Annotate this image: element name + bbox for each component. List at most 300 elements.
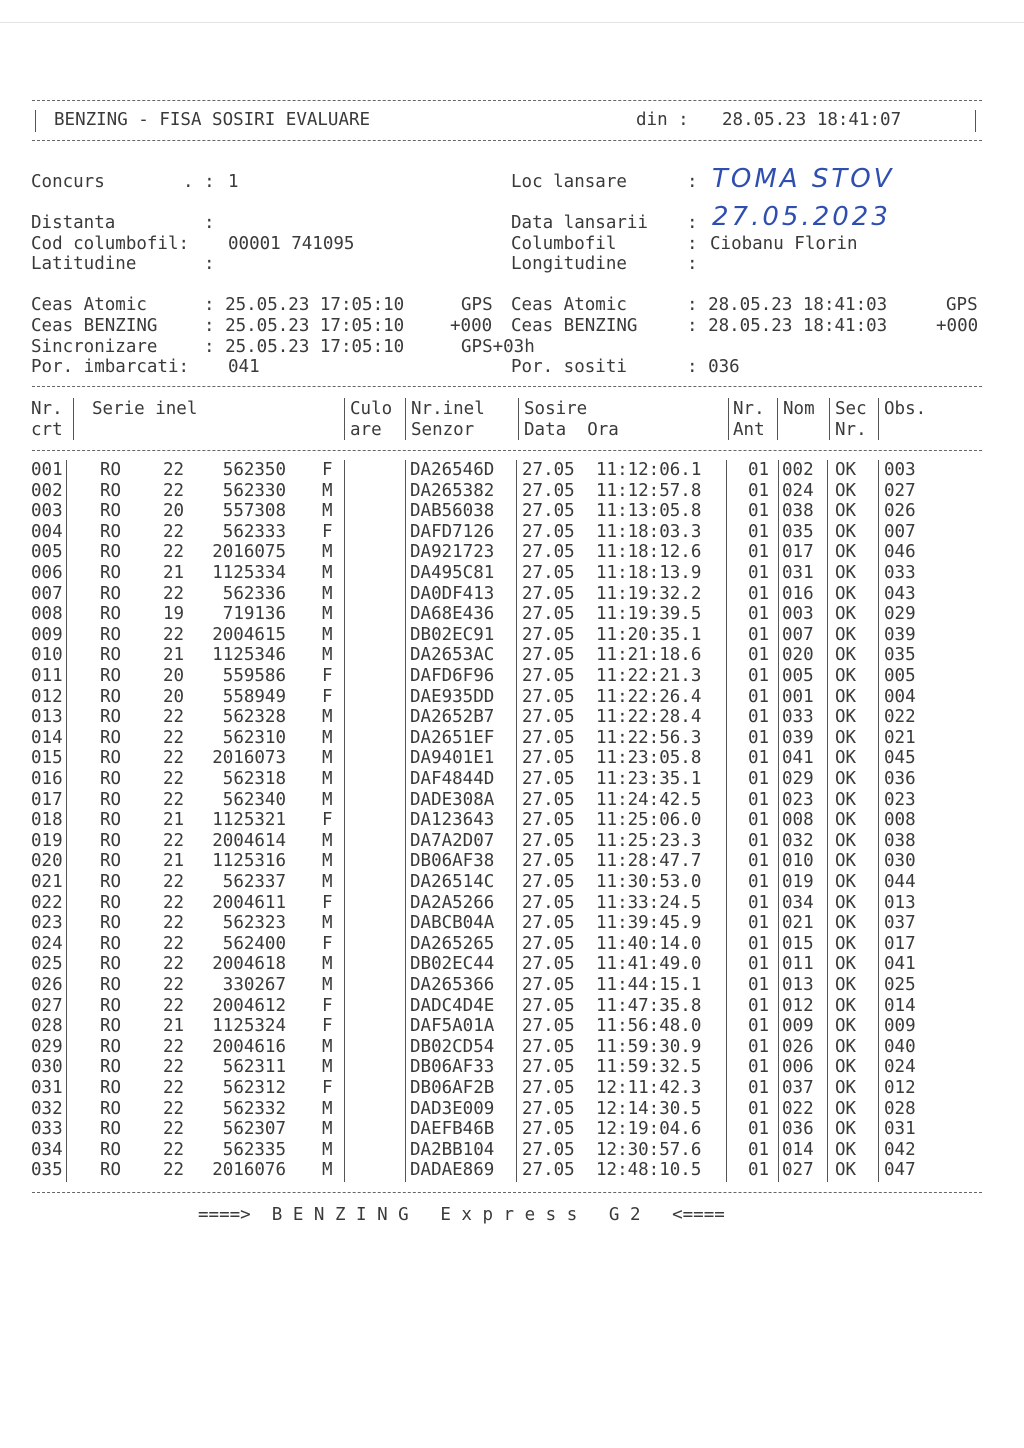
table-row bbox=[0, 460, 1024, 481]
cell-sec: OK bbox=[835, 501, 857, 522]
cell-antenna: 01 bbox=[748, 1016, 770, 1037]
cell-arrival-date: 27.05 bbox=[522, 1016, 575, 1037]
cell-sex: M bbox=[322, 583, 333, 604]
cell-year: 22 bbox=[163, 892, 185, 913]
cell-sex: M bbox=[322, 707, 333, 728]
cell-antenna: 01 bbox=[748, 810, 770, 831]
right-ceas-benzing-label: Ceas BENZING bbox=[511, 316, 638, 336]
cell-arrival-date: 27.05 bbox=[522, 707, 575, 728]
cell-sensor-id: DABCB04A bbox=[410, 913, 495, 934]
table-row bbox=[0, 831, 1024, 852]
cell-obs: 008 bbox=[884, 810, 916, 831]
cell-sex: M bbox=[322, 542, 333, 563]
col-sec-line2: Nr. bbox=[835, 420, 867, 440]
cell-sex: M bbox=[322, 1160, 333, 1181]
cod-columbofil-label: Cod columbofil: bbox=[31, 234, 190, 254]
cell-obs: 012 bbox=[884, 1078, 916, 1098]
cell-arrival-time: 12:14:30.5 bbox=[596, 1098, 702, 1119]
col-nr-line1: Nr. bbox=[31, 399, 63, 419]
cell-nr-crt: 017 bbox=[31, 789, 63, 810]
concurs-value: 1 bbox=[228, 172, 239, 192]
cell-sec: OK bbox=[835, 810, 857, 831]
cell-nom: 001 bbox=[782, 686, 814, 707]
distanta-sep: : bbox=[204, 213, 215, 233]
cell-country: RO bbox=[100, 727, 122, 748]
hdr-sep-3 bbox=[405, 398, 406, 440]
cell-year: 22 bbox=[163, 954, 185, 975]
cell-ring-number: 562400 bbox=[222, 933, 286, 954]
cell-ring-number: 562318 bbox=[222, 769, 286, 789]
cell-antenna: 01 bbox=[748, 624, 770, 645]
cell-country: RO bbox=[100, 872, 122, 892]
cell-year: 21 bbox=[163, 563, 185, 583]
body-sep-2 bbox=[344, 460, 345, 1182]
cell-arrival-time: 11:19:32.2 bbox=[596, 583, 702, 604]
cell-nom: 015 bbox=[782, 933, 814, 954]
cell-year: 22 bbox=[163, 1119, 185, 1140]
cell-antenna: 01 bbox=[748, 666, 770, 686]
cell-ring-number: 2016075 bbox=[212, 542, 286, 563]
cell-country: RO bbox=[100, 810, 122, 831]
cell-sensor-id: DADAE869 bbox=[410, 1160, 495, 1181]
cell-arrival-date: 27.05 bbox=[522, 583, 575, 604]
cell-obs: 025 bbox=[884, 975, 916, 995]
cell-arrival-time: 11:12:06.1 bbox=[596, 460, 702, 480]
cell-ring-number: 1125346 bbox=[212, 645, 286, 666]
cell-nr-crt: 008 bbox=[31, 604, 63, 625]
cell-year: 20 bbox=[163, 686, 185, 707]
cell-sex: M bbox=[322, 975, 333, 995]
cell-sec: OK bbox=[835, 851, 857, 872]
cell-nr-crt: 014 bbox=[31, 727, 63, 748]
cell-sex: M bbox=[322, 563, 333, 583]
cell-arrival-time: 11:59:32.5 bbox=[596, 1057, 702, 1078]
cell-year: 22 bbox=[163, 583, 185, 604]
cell-sec: OK bbox=[835, 1119, 857, 1140]
por-imbarcati-value: 041 bbox=[228, 357, 260, 377]
cell-sec: OK bbox=[835, 645, 857, 666]
cell-sensor-id: DA7A2D07 bbox=[410, 830, 495, 851]
table-row bbox=[0, 707, 1024, 728]
cell-sensor-id: DA2BB104 bbox=[410, 1139, 495, 1160]
col-culoare-line2: are bbox=[350, 420, 382, 440]
cell-obs: 038 bbox=[884, 830, 916, 851]
table-row bbox=[0, 790, 1024, 811]
cell-arrival-time: 11:18:12.6 bbox=[596, 542, 702, 563]
cell-arrival-date: 27.05 bbox=[522, 686, 575, 707]
cell-ring-number: 719136 bbox=[222, 604, 286, 625]
cell-year: 22 bbox=[163, 975, 185, 995]
concurs-sep: . : bbox=[183, 172, 215, 192]
cell-sex: M bbox=[322, 480, 333, 501]
cell-sensor-id: DAFD6F96 bbox=[410, 666, 495, 686]
cell-antenna: 01 bbox=[748, 480, 770, 501]
left-ceas-atomic-label: Ceas Atomic bbox=[31, 295, 147, 315]
columbofil-sep: : bbox=[687, 234, 698, 254]
col-serie-inel: Serie inel bbox=[92, 399, 198, 419]
cell-arrival-time: 11:24:42.5 bbox=[596, 789, 702, 810]
cell-sec: OK bbox=[835, 1078, 857, 1098]
cell-sensor-id: DAB56038 bbox=[410, 501, 495, 522]
din-value: 28.05.23 18:41:07 bbox=[722, 110, 902, 130]
cell-sex: M bbox=[322, 1139, 333, 1160]
cell-year: 22 bbox=[163, 1036, 185, 1057]
cell-antenna: 01 bbox=[748, 563, 770, 583]
cell-year: 22 bbox=[163, 872, 185, 892]
cell-obs: 030 bbox=[884, 851, 916, 872]
cell-sensor-id: DA265382 bbox=[410, 480, 495, 501]
cell-nr-crt: 016 bbox=[31, 769, 63, 789]
cell-sec: OK bbox=[835, 666, 857, 686]
cell-year: 22 bbox=[163, 624, 185, 645]
cell-obs: 039 bbox=[884, 624, 916, 645]
cell-nom: 005 bbox=[782, 666, 814, 686]
cell-ring-number: 330267 bbox=[222, 975, 286, 995]
cell-antenna: 01 bbox=[748, 789, 770, 810]
cell-year: 21 bbox=[163, 1016, 185, 1037]
cell-nom: 036 bbox=[782, 1119, 814, 1140]
cell-obs: 031 bbox=[884, 1119, 916, 1140]
cell-country: RO bbox=[100, 686, 122, 707]
longitudine-sep: : bbox=[687, 254, 698, 274]
cell-antenna: 01 bbox=[748, 954, 770, 975]
table-row bbox=[0, 1140, 1024, 1161]
cell-arrival-date: 27.05 bbox=[522, 521, 575, 542]
left-ceas-benzing-label: Ceas BENZING bbox=[31, 316, 158, 336]
cell-country: RO bbox=[100, 933, 122, 954]
cell-sex: M bbox=[322, 501, 333, 522]
body-sep-8 bbox=[878, 460, 879, 1182]
cell-sec: OK bbox=[835, 707, 857, 728]
cell-country: RO bbox=[100, 789, 122, 810]
distanta-label: Distanta bbox=[31, 213, 116, 233]
table-row bbox=[0, 584, 1024, 605]
left-ceas-atomic-value: : 25.05.23 17:05:10 bbox=[204, 295, 405, 315]
cell-arrival-time: 11:23:35.1 bbox=[596, 769, 702, 789]
cell-nr-crt: 031 bbox=[31, 1078, 63, 1098]
cell-arrival-date: 27.05 bbox=[522, 995, 575, 1016]
cell-antenna: 01 bbox=[748, 645, 770, 666]
cell-ring-number: 562311 bbox=[222, 1057, 286, 1078]
cell-arrival-time: 11:25:23.3 bbox=[596, 830, 702, 851]
cell-sec: OK bbox=[835, 727, 857, 748]
table-row bbox=[0, 872, 1024, 893]
cell-arrival-date: 27.05 bbox=[522, 1098, 575, 1119]
cell-nom: 024 bbox=[782, 480, 814, 501]
cell-year: 19 bbox=[163, 604, 185, 625]
cell-sensor-id: DB02EC44 bbox=[410, 954, 495, 975]
cell-antenna: 01 bbox=[748, 542, 770, 563]
cell-nr-crt: 034 bbox=[31, 1139, 63, 1160]
cell-arrival-date: 27.05 bbox=[522, 851, 575, 872]
cell-antenna: 01 bbox=[748, 707, 770, 728]
cell-antenna: 01 bbox=[748, 460, 770, 480]
cell-sex: F bbox=[322, 995, 333, 1016]
table-row bbox=[0, 666, 1024, 687]
table-row bbox=[0, 1057, 1024, 1078]
cell-ring-number: 562337 bbox=[222, 872, 286, 892]
cell-nr-crt: 004 bbox=[31, 521, 63, 542]
cell-ring-number: 1125334 bbox=[212, 563, 286, 583]
table-row bbox=[0, 748, 1024, 769]
longitudine-label: Longitudine bbox=[511, 254, 627, 274]
cell-arrival-time: 12:30:57.6 bbox=[596, 1139, 702, 1160]
cell-sex: M bbox=[322, 913, 333, 934]
cell-year: 22 bbox=[163, 1057, 185, 1078]
cell-sec: OK bbox=[835, 995, 857, 1016]
hdr-sep-4 bbox=[518, 398, 519, 440]
cell-obs: 021 bbox=[884, 727, 916, 748]
cell-year: 21 bbox=[163, 810, 185, 831]
col-ant-line2: Ant bbox=[733, 420, 765, 440]
cell-ring-number: 562332 bbox=[222, 1098, 286, 1119]
hdr-sep-8 bbox=[878, 398, 879, 440]
cell-country: RO bbox=[100, 995, 122, 1016]
table-row bbox=[0, 1037, 1024, 1058]
cell-year: 22 bbox=[163, 727, 185, 748]
cell-country: RO bbox=[100, 769, 122, 789]
cell-nom: 041 bbox=[782, 748, 814, 769]
cell-nom: 032 bbox=[782, 830, 814, 851]
cell-sex: F bbox=[322, 686, 333, 707]
cell-nr-crt: 023 bbox=[31, 913, 63, 934]
cell-antenna: 01 bbox=[748, 1098, 770, 1119]
loc-lansare-label: Loc lansare bbox=[511, 172, 627, 192]
cell-nr-crt: 009 bbox=[31, 624, 63, 645]
cell-obs: 022 bbox=[884, 707, 916, 728]
cell-country: RO bbox=[100, 707, 122, 728]
table-row bbox=[0, 563, 1024, 584]
cell-antenna: 01 bbox=[748, 1036, 770, 1057]
cell-arrival-date: 27.05 bbox=[522, 789, 575, 810]
cell-arrival-time: 11:18:13.9 bbox=[596, 563, 702, 583]
cell-ring-number: 562328 bbox=[222, 707, 286, 728]
cell-country: RO bbox=[100, 501, 122, 522]
cell-nr-crt: 003 bbox=[31, 501, 63, 522]
cell-sex: M bbox=[322, 872, 333, 892]
loc-lansare-sep: : bbox=[687, 172, 698, 192]
cell-ring-number: 2004616 bbox=[212, 1036, 286, 1057]
header-top-rule bbox=[32, 100, 982, 101]
table-row bbox=[0, 1160, 1024, 1181]
por-sositi-label: Por. sositi bbox=[511, 357, 627, 377]
header-right-bar bbox=[975, 110, 976, 132]
cell-arrival-time: 11:23:05.8 bbox=[596, 748, 702, 769]
cell-nr-crt: 012 bbox=[31, 686, 63, 707]
cell-sensor-id: DA265265 bbox=[410, 933, 495, 954]
hdr-sep-7 bbox=[829, 398, 830, 440]
cell-sensor-id: DAF4844D bbox=[410, 769, 495, 789]
cell-ring-number: 2004615 bbox=[212, 624, 286, 645]
right-ceas-atomic-value: : 28.05.23 18:41:03 bbox=[687, 295, 888, 315]
cell-arrival-date: 27.05 bbox=[522, 975, 575, 995]
cell-nom: 034 bbox=[782, 892, 814, 913]
cell-obs: 042 bbox=[884, 1139, 916, 1160]
scan-edge-line bbox=[0, 22, 1024, 23]
cell-arrival-time: 11:22:21.3 bbox=[596, 666, 702, 686]
cell-country: RO bbox=[100, 1098, 122, 1119]
cell-nom: 019 bbox=[782, 872, 814, 892]
cell-ring-number: 1125324 bbox=[212, 1016, 286, 1037]
cell-ring-number: 2004611 bbox=[212, 892, 286, 913]
col-obs: Obs. bbox=[884, 399, 927, 419]
cell-country: RO bbox=[100, 1036, 122, 1057]
cell-sex: M bbox=[322, 727, 333, 748]
cell-nom: 014 bbox=[782, 1139, 814, 1160]
por-imbarcati-label: Por. imbarcati: bbox=[31, 357, 190, 377]
cell-arrival-date: 27.05 bbox=[522, 1139, 575, 1160]
cell-sensor-id: DAFD7126 bbox=[410, 521, 495, 542]
cell-obs: 044 bbox=[884, 872, 916, 892]
cell-sec: OK bbox=[835, 521, 857, 542]
cell-year: 21 bbox=[163, 851, 185, 872]
table-header-rule bbox=[32, 450, 982, 451]
cell-ring-number: 562336 bbox=[222, 583, 286, 604]
cell-year: 22 bbox=[163, 1098, 185, 1119]
cell-obs: 046 bbox=[884, 542, 916, 563]
cell-obs: 047 bbox=[884, 1160, 916, 1181]
din-label: din : bbox=[636, 110, 689, 130]
cell-ring-number: 562310 bbox=[222, 727, 286, 748]
cell-sensor-id: DA265366 bbox=[410, 975, 495, 995]
cell-arrival-date: 27.05 bbox=[522, 1160, 575, 1181]
cell-sex: M bbox=[322, 769, 333, 789]
data-lansarii-label: Data lansarii bbox=[511, 213, 648, 233]
right-ceas-benzing-suffix: +000 bbox=[936, 316, 979, 336]
por-sositi-value: : 036 bbox=[687, 357, 740, 377]
cell-antenna: 01 bbox=[748, 1078, 770, 1098]
concurs-label: Concurs bbox=[31, 172, 105, 192]
table-row bbox=[0, 851, 1024, 872]
cell-arrival-date: 27.05 bbox=[522, 1057, 575, 1078]
header-bottom-rule bbox=[32, 140, 982, 141]
cell-ring-number: 562330 bbox=[222, 480, 286, 501]
cell-nom: 022 bbox=[782, 1098, 814, 1119]
table-row bbox=[0, 481, 1024, 502]
cell-nr-crt: 024 bbox=[31, 933, 63, 954]
cell-nom: 007 bbox=[782, 624, 814, 645]
table-row bbox=[0, 1078, 1024, 1099]
cell-year: 21 bbox=[163, 645, 185, 666]
cell-sensor-id: DA2652B7 bbox=[410, 707, 495, 728]
cell-obs: 040 bbox=[884, 1036, 916, 1057]
col-ant-line1: Nr. bbox=[733, 399, 765, 419]
cell-nr-crt: 029 bbox=[31, 1036, 63, 1057]
cell-country: RO bbox=[100, 975, 122, 995]
table-row bbox=[0, 996, 1024, 1017]
cell-obs: 041 bbox=[884, 954, 916, 975]
report-title: BENZING - FISA SOSIRI EVALUARE bbox=[54, 110, 371, 130]
cell-antenna: 01 bbox=[748, 604, 770, 625]
cell-antenna: 01 bbox=[748, 995, 770, 1016]
cell-sex: F bbox=[322, 1016, 333, 1037]
cell-obs: 007 bbox=[884, 521, 916, 542]
cell-nom: 038 bbox=[782, 501, 814, 522]
cell-antenna: 01 bbox=[748, 830, 770, 851]
cell-antenna: 01 bbox=[748, 975, 770, 995]
cell-sensor-id: DB06AF2B bbox=[410, 1078, 495, 1098]
col-nrinel-line2: Senzor bbox=[411, 420, 475, 440]
cell-country: RO bbox=[100, 542, 122, 563]
cell-arrival-time: 11:39:45.9 bbox=[596, 913, 702, 934]
cell-sec: OK bbox=[835, 830, 857, 851]
cell-arrival-time: 11:20:35.1 bbox=[596, 624, 702, 645]
cell-obs: 023 bbox=[884, 789, 916, 810]
cell-sensor-id: DA2653AC bbox=[410, 645, 495, 666]
cell-arrival-time: 11:41:49.0 bbox=[596, 954, 702, 975]
cell-ring-number: 562350 bbox=[222, 460, 286, 480]
cell-arrival-date: 27.05 bbox=[522, 666, 575, 686]
cell-nr-crt: 026 bbox=[31, 975, 63, 995]
cell-arrival-time: 11:30:53.0 bbox=[596, 872, 702, 892]
cell-sex: F bbox=[322, 521, 333, 542]
col-nom: Nom bbox=[783, 399, 815, 419]
cell-antenna: 01 bbox=[748, 851, 770, 872]
hdr-sep-6 bbox=[777, 398, 778, 440]
cell-ring-number: 2004618 bbox=[212, 954, 286, 975]
cell-arrival-date: 27.05 bbox=[522, 830, 575, 851]
cell-nom: 029 bbox=[782, 769, 814, 789]
cell-sensor-id: DA0DF413 bbox=[410, 583, 495, 604]
cell-nom: 027 bbox=[782, 1160, 814, 1181]
cell-antenna: 01 bbox=[748, 769, 770, 789]
cell-country: RO bbox=[100, 480, 122, 501]
right-ceas-atomic-label: Ceas Atomic bbox=[511, 295, 627, 315]
cell-country: RO bbox=[100, 521, 122, 542]
cell-nr-crt: 030 bbox=[31, 1057, 63, 1078]
body-sep-1 bbox=[66, 460, 67, 1182]
cell-obs: 037 bbox=[884, 913, 916, 934]
cell-nom: 021 bbox=[782, 913, 814, 934]
cell-sensor-id: DB06AF33 bbox=[410, 1057, 495, 1078]
cell-year: 22 bbox=[163, 995, 185, 1016]
hdr-sep-2 bbox=[344, 398, 345, 440]
cell-arrival-date: 27.05 bbox=[522, 563, 575, 583]
right-ceas-benzing-value: : 28.05.23 18:41:03 bbox=[687, 316, 888, 336]
cell-sensor-id: DAD3E009 bbox=[410, 1098, 495, 1119]
cell-nom: 033 bbox=[782, 707, 814, 728]
cell-country: RO bbox=[100, 830, 122, 851]
cell-nr-crt: 013 bbox=[31, 707, 63, 728]
cell-arrival-time: 11:47:35.8 bbox=[596, 995, 702, 1016]
cod-columbofil-value: 00001 741095 bbox=[228, 234, 355, 254]
cell-obs: 005 bbox=[884, 666, 916, 686]
cell-sex: M bbox=[322, 624, 333, 645]
sincronizare-value: : 25.05.23 17:05:10 bbox=[204, 337, 405, 357]
cell-sec: OK bbox=[835, 748, 857, 769]
cell-nr-crt: 005 bbox=[31, 542, 63, 563]
table-row bbox=[0, 934, 1024, 955]
columbofil-label: Columbofil bbox=[511, 234, 617, 254]
cell-antenna: 01 bbox=[748, 727, 770, 748]
table-row bbox=[0, 975, 1024, 996]
cell-ring-number: 562323 bbox=[222, 913, 286, 934]
cell-year: 22 bbox=[163, 933, 185, 954]
cell-nr-crt: 028 bbox=[31, 1016, 63, 1037]
cell-nom: 020 bbox=[782, 645, 814, 666]
cell-arrival-date: 27.05 bbox=[522, 480, 575, 501]
cell-antenna: 01 bbox=[748, 872, 770, 892]
table-row bbox=[0, 542, 1024, 563]
cell-nom: 031 bbox=[782, 563, 814, 583]
cell-obs: 017 bbox=[884, 933, 916, 954]
cell-sec: OK bbox=[835, 1160, 857, 1181]
col-culoare-line1: Culo bbox=[350, 399, 393, 419]
cell-year: 22 bbox=[163, 913, 185, 934]
cell-antenna: 01 bbox=[748, 501, 770, 522]
cell-obs: 029 bbox=[884, 604, 916, 625]
table-row bbox=[0, 913, 1024, 934]
